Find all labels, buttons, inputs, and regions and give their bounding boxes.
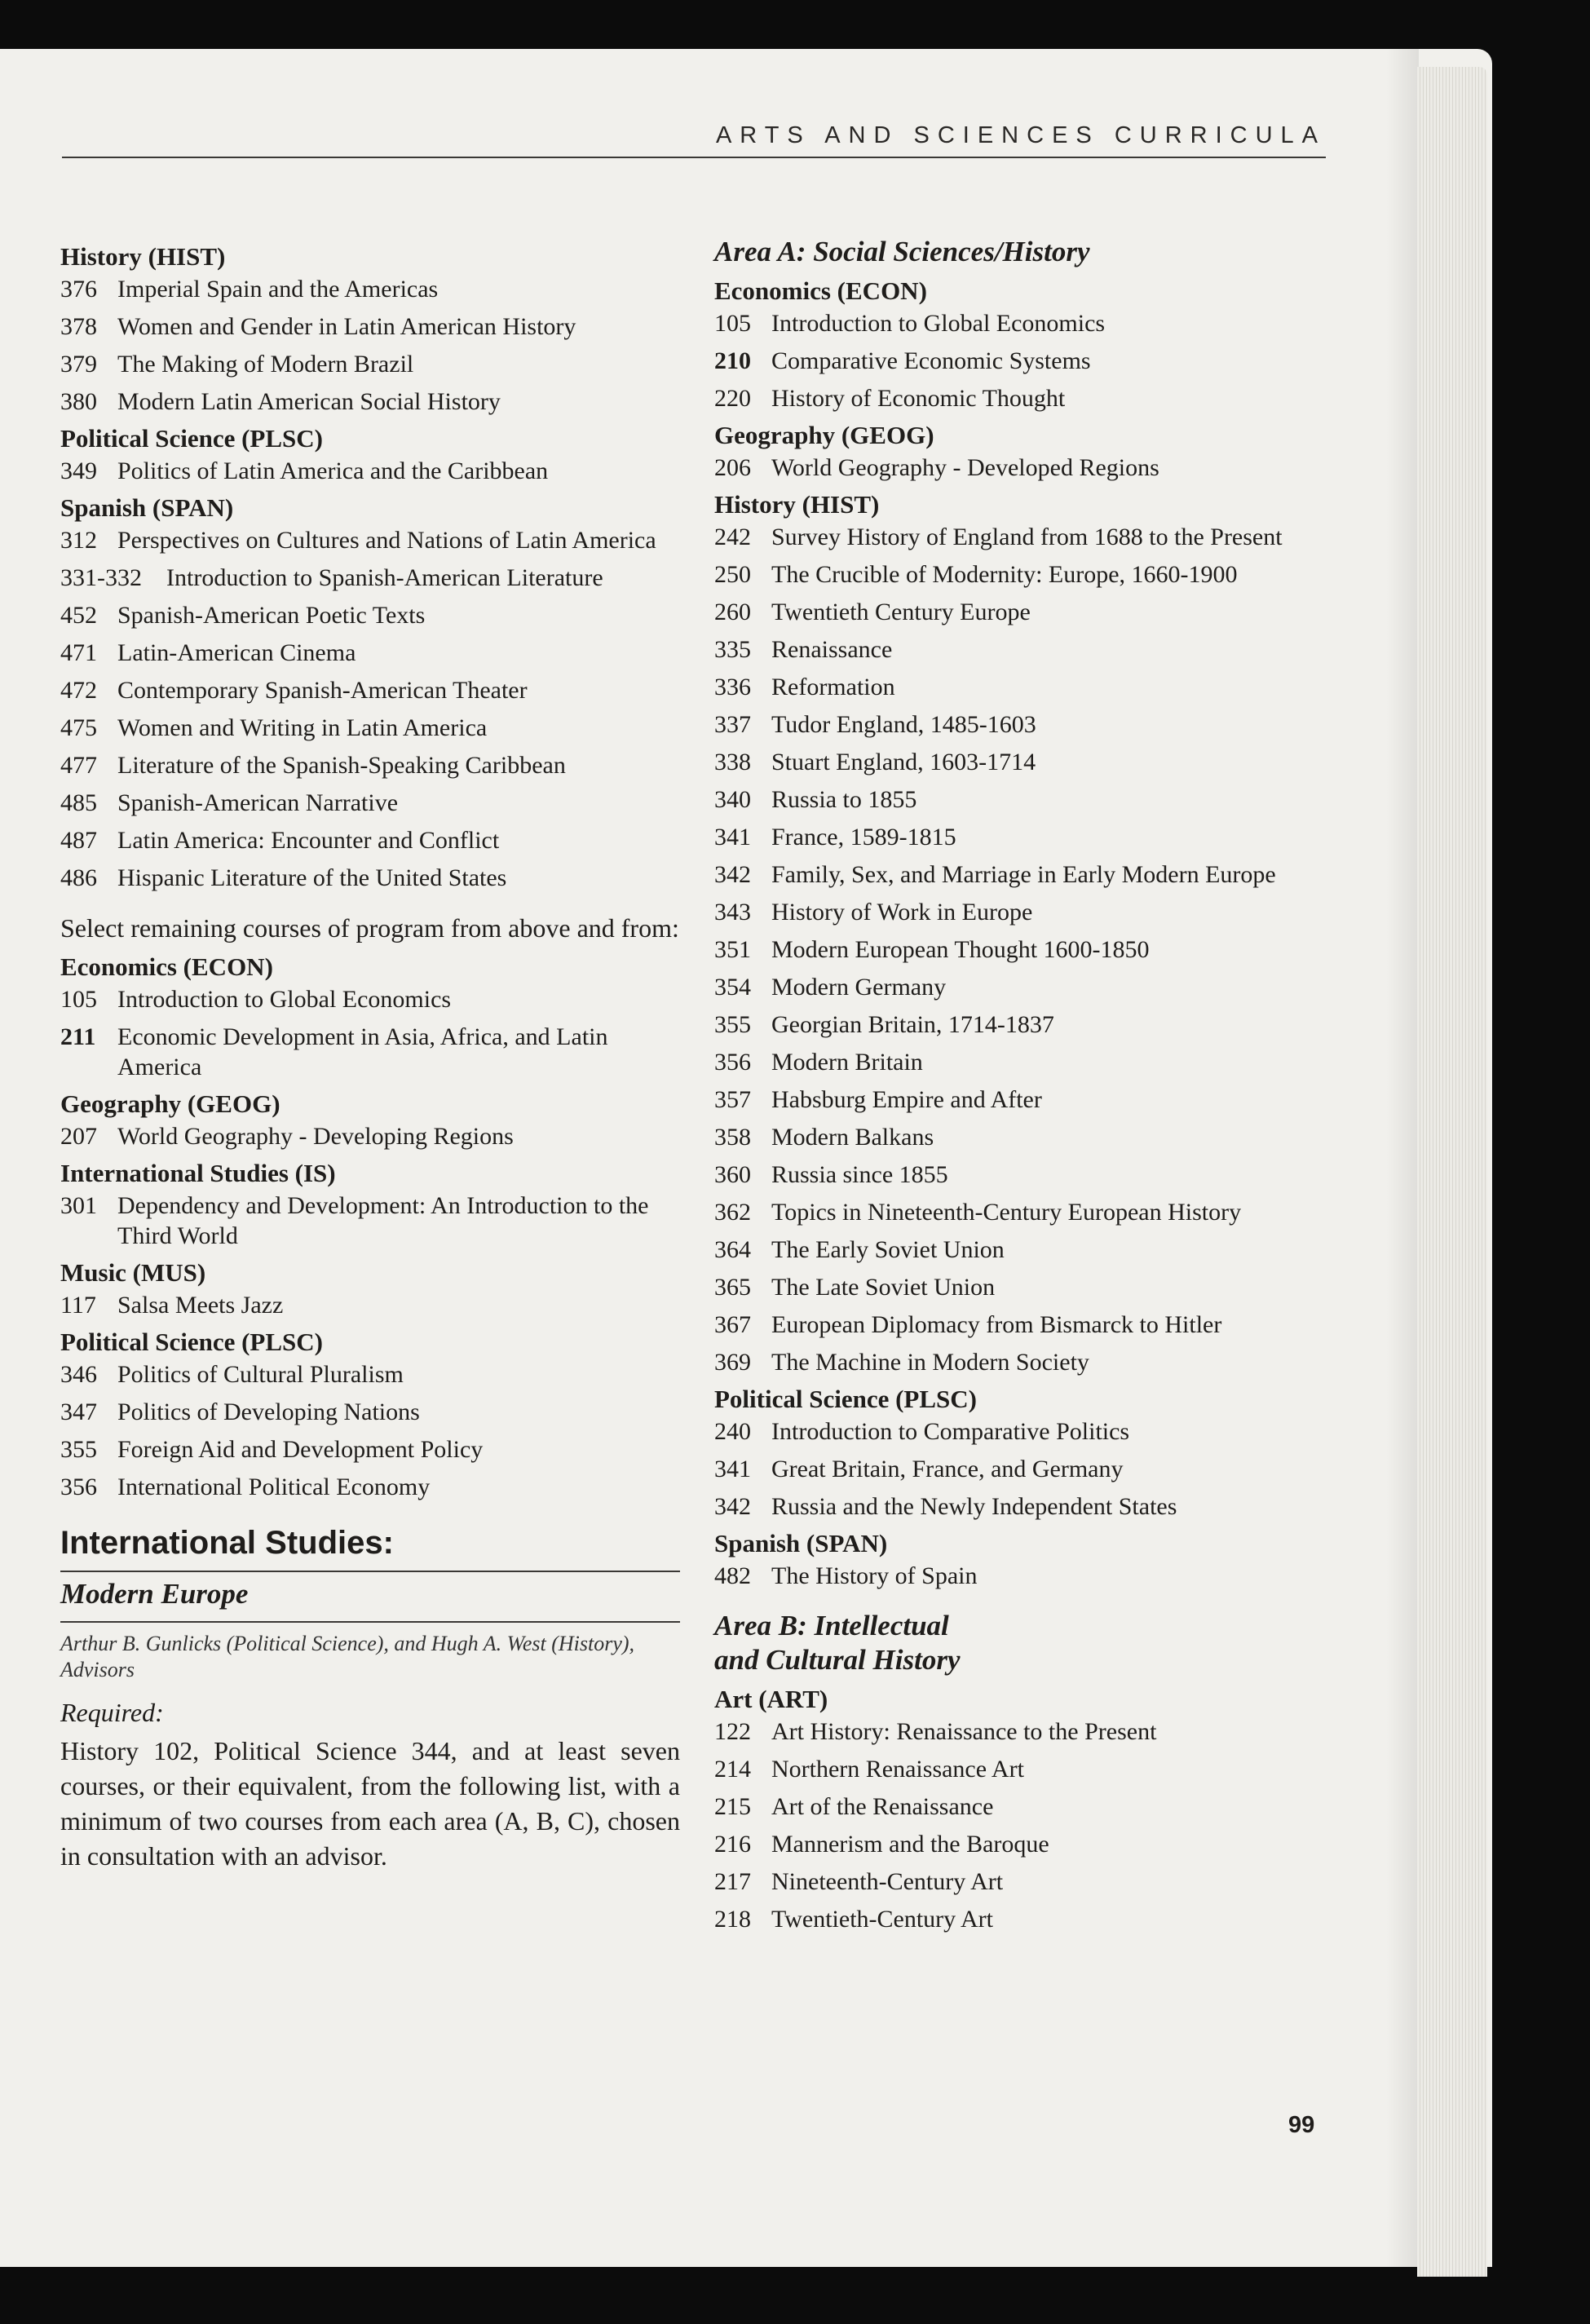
right-column: [714, 235, 1334, 1934]
course-number: 365: [714, 1274, 751, 1301]
section-title: Geography (GEOG): [60, 1089, 280, 1118]
course-number: 301: [60, 1192, 97, 1219]
course-number: 376: [60, 276, 97, 303]
course-number: 331-332: [60, 564, 142, 591]
course-number: 260: [714, 599, 751, 625]
course-name: Russia and the Newly Independent States: [771, 1493, 1177, 1520]
required-label: Required:: [60, 1698, 164, 1727]
course-row: [60, 750, 680, 780]
course-name: Spanish-American Poetic Texts: [117, 602, 426, 629]
course-row: [714, 1197, 1334, 1227]
course-row: [714, 597, 1334, 627]
course-name: Renaissance: [771, 636, 893, 663]
required-text: History 102, Political Science 344, and at least seven courses, or their equivalent, from the following list, with a minimum of two courses from each area (A, B, C), chosen in consultation with an advisor.: [60, 1736, 680, 1871]
course-number: 242: [714, 524, 751, 550]
course-name: Hispanic Literature of the United States: [117, 864, 507, 891]
course-row: [60, 456, 680, 486]
course-number: 105: [714, 310, 751, 337]
area-a-heading: Area A: Social Sciences/History: [714, 236, 1090, 267]
course-row: [60, 1121, 680, 1151]
course-name: Contemporary Spanish-American Theater: [117, 677, 528, 704]
course-row: [714, 1491, 1334, 1522]
course-number: 347: [60, 1398, 97, 1425]
course-name: Dependency and Development: An Introduction to the Third World: [117, 1192, 649, 1249]
course-number: 337: [714, 711, 751, 738]
course-row: [714, 747, 1334, 777]
program-subtitle: Modern Europe: [60, 1578, 249, 1610]
left-sections-top: [60, 241, 680, 893]
advisors-text: Arthur B. Gunlicks (Political Science), and Hugh A. West (History), Advisors: [60, 1632, 635, 1681]
course-name: Twentieth Century Europe: [771, 599, 1031, 625]
course-name: Family, Sex, and Marriage in Early Modern Europe: [771, 861, 1276, 888]
course-name: Art of the Renaissance: [771, 1793, 994, 1820]
course-row: [714, 1235, 1334, 1265]
course-number: 346: [60, 1361, 97, 1388]
course-row: [714, 634, 1334, 665]
section-title: Spanish (SPAN): [60, 493, 234, 522]
course-number: 250: [714, 561, 751, 588]
course-name: Tudor England, 1485-1603: [771, 711, 1036, 738]
course-name: Introduction to Global Economics: [771, 310, 1106, 337]
course-number: 379: [60, 351, 97, 378]
course-name: History of Economic Thought: [771, 385, 1066, 412]
course-name: Introduction to Spanish-American Literature: [166, 564, 603, 591]
course-name: Survey History of England from 1688 to the Present: [771, 524, 1283, 550]
course-row: [714, 453, 1334, 483]
course-number: 343: [714, 899, 751, 926]
program-title: International Studies:: [60, 1525, 394, 1561]
course-number: 216: [714, 1831, 751, 1858]
course-number: 341: [714, 824, 751, 851]
course-row: [60, 713, 680, 743]
course-number: 342: [714, 861, 751, 888]
course-number: 122: [714, 1718, 751, 1745]
course-row: [714, 1716, 1334, 1747]
course-name: Stuart England, 1603-1714: [771, 749, 1036, 775]
course-row: [714, 1310, 1334, 1340]
course-number: 482: [714, 1562, 751, 1589]
course-row: [60, 600, 680, 630]
course-name: History of Work in Europe: [771, 899, 1033, 926]
course-name: European Diplomacy from Bismarck to Hitler: [771, 1311, 1222, 1338]
course-row: [714, 1561, 1334, 1591]
course-number: 486: [60, 864, 97, 891]
course-number: 380: [60, 388, 97, 415]
running-head: ARTS AND SCIENCES CURRICULA: [715, 122, 1326, 148]
course-number: 364: [714, 1236, 751, 1263]
section-title: Economics (ECON): [60, 952, 273, 981]
course-number: 312: [60, 527, 97, 554]
course-name: Great Britain, France, and Germany: [771, 1456, 1124, 1482]
course-name: The Late Soviet Union: [771, 1274, 996, 1301]
course-row: [60, 825, 680, 855]
course-name: Modern Britain: [771, 1049, 923, 1076]
course-name: Salsa Meets Jazz: [117, 1292, 284, 1319]
course-name: Foreign Aid and Development Policy: [117, 1436, 484, 1463]
course-row: [60, 675, 680, 705]
course-row: [714, 972, 1334, 1002]
course-name: The Crucible of Modernity: Europe, 1660-1900: [771, 561, 1238, 588]
course-row: [714, 383, 1334, 413]
course-name: International Political Economy: [117, 1473, 431, 1500]
course-row: [60, 311, 680, 342]
course-name: World Geography - Developed Regions: [771, 454, 1159, 481]
course-number: 356: [60, 1473, 97, 1500]
course-number: 215: [714, 1793, 751, 1820]
course-row: [714, 1904, 1334, 1934]
course-row: [60, 1022, 680, 1082]
book-page-edges: [1417, 67, 1487, 2277]
course-name: Russia since 1855: [771, 1161, 948, 1188]
course-row: [60, 525, 680, 555]
course-number: 485: [60, 789, 97, 816]
course-row: [714, 859, 1334, 890]
section-title: Economics (ECON): [714, 276, 927, 305]
course-number: 362: [714, 1199, 751, 1226]
header-rule: [62, 157, 1326, 158]
course-name: Modern European Thought 1600-1850: [771, 936, 1150, 963]
course-row: [714, 1122, 1334, 1152]
course-number: 336: [714, 674, 751, 700]
course-name: Women and Writing in Latin America: [117, 714, 488, 741]
course-number: 472: [60, 677, 97, 704]
course-name: Art History: Renaissance to the Present: [771, 1718, 1157, 1745]
course-name: Mannerism and the Baroque: [771, 1831, 1049, 1858]
course-number: 210: [714, 347, 751, 374]
course-row: [714, 672, 1334, 702]
course-name: Northern Renaissance Art: [771, 1756, 1024, 1783]
course-name: Georgian Britain, 1714-1837: [771, 1011, 1054, 1038]
course-row: [714, 897, 1334, 927]
course-number: 340: [714, 786, 751, 813]
course-number: 351: [714, 936, 751, 963]
course-name: Economic Development in Asia, Africa, and Latin America: [117, 1023, 608, 1080]
course-number: 338: [714, 749, 751, 775]
course-name: Women and Gender in Latin American History: [117, 313, 576, 340]
course-row: [714, 1454, 1334, 1484]
area-b-heading: [714, 1609, 1334, 1677]
area-b-heading-line1: Area B: Intellectual: [714, 1610, 949, 1641]
course-row: [714, 559, 1334, 590]
course-number: 105: [60, 986, 97, 1013]
course-number: 358: [714, 1124, 751, 1151]
course-name: The Making of Modern Brazil: [117, 351, 414, 378]
course-row: [714, 709, 1334, 740]
course-name: Introduction to Global Economics: [117, 986, 452, 1013]
course-number: 487: [60, 827, 97, 854]
course-name: Modern Latin American Social History: [117, 388, 501, 415]
course-number: 217: [714, 1868, 751, 1895]
course-name: Politics of Developing Nations: [117, 1398, 420, 1425]
course-row: [714, 1160, 1334, 1190]
course-name: Literature of the Spanish-Speaking Caribbean: [117, 752, 566, 779]
course-row: [60, 984, 680, 1014]
course-name: Politics of Latin America and the Caribbean: [117, 457, 549, 484]
course-name: France, 1589-1815: [771, 824, 956, 851]
course-number: 452: [60, 602, 97, 629]
course-number: 218: [714, 1906, 751, 1933]
course-row: [60, 563, 680, 593]
area-b-heading-line2: and Cultural History: [714, 1644, 961, 1676]
course-name: Russia to 1855: [771, 786, 917, 813]
area-a-sections: [714, 276, 1334, 1591]
course-name: Politics of Cultural Pluralism: [117, 1361, 404, 1388]
course-row: [714, 1085, 1334, 1115]
course-row: [714, 1010, 1334, 1040]
course-number: 342: [714, 1493, 751, 1520]
course-name: World Geography - Developing Regions: [117, 1123, 514, 1150]
section-title: Art (ART): [714, 1685, 828, 1713]
course-number: 369: [714, 1349, 751, 1376]
course-name: Modern Balkans: [771, 1124, 934, 1151]
course-row: [714, 1416, 1334, 1447]
course-row: [60, 638, 680, 668]
section-title: Geography (GEOG): [714, 421, 934, 449]
section-title: Political Science (PLSC): [60, 424, 323, 453]
course-number: 477: [60, 752, 97, 779]
course-name: Introduction to Comparative Politics: [771, 1418, 1130, 1445]
area-b-sections: [714, 1684, 1334, 1934]
course-number: 356: [714, 1049, 751, 1076]
course-row: [60, 1359, 680, 1390]
course-name: Topics in Nineteenth-Century European History: [771, 1199, 1242, 1226]
course-number: 357: [714, 1086, 751, 1113]
select-remaining-text: Select remaining courses of program from above and from:: [60, 913, 679, 943]
course-row: [714, 784, 1334, 815]
course-name: The Early Soviet Union: [771, 1236, 1005, 1263]
course-row: [60, 387, 680, 417]
course-row: [714, 346, 1334, 376]
course-number: 206: [714, 454, 751, 481]
course-name: Modern Germany: [771, 974, 947, 1001]
course-name: Latin-American Cinema: [117, 639, 356, 666]
course-row: [60, 1191, 680, 1251]
page-gutter-shadow: [1386, 49, 1419, 2267]
course-row: [714, 934, 1334, 965]
left-column: [60, 235, 680, 1874]
course-row: [714, 1347, 1334, 1377]
left-sections-bottom: [60, 952, 680, 1502]
course-name: The Machine in Modern Society: [771, 1349, 1089, 1376]
course-row: [60, 1472, 680, 1502]
course-number: 211: [60, 1023, 96, 1050]
course-row: [714, 822, 1334, 852]
course-name: Reformation: [771, 674, 895, 700]
course-number: 117: [60, 1292, 96, 1319]
course-name: Habsburg Empire and After: [771, 1086, 1042, 1113]
course-name: Nineteenth-Century Art: [771, 1868, 1004, 1895]
course-number: 471: [60, 639, 97, 666]
course-number: 367: [714, 1311, 751, 1338]
course-name: Twentieth-Century Art: [771, 1906, 994, 1933]
section-title: Music (MUS): [60, 1258, 206, 1287]
course-number: 360: [714, 1161, 751, 1188]
course-number: 341: [714, 1456, 751, 1482]
course-name: Latin America: Encounter and Conflict: [117, 827, 500, 854]
section-title: History (HIST): [60, 242, 226, 271]
course-row: [714, 1829, 1334, 1859]
course-name: Spanish-American Narrative: [117, 789, 399, 816]
course-row: [714, 308, 1334, 338]
course-number: 240: [714, 1418, 751, 1445]
course-row: [60, 1434, 680, 1465]
course-number: 349: [60, 457, 97, 484]
course-row: [714, 1792, 1334, 1822]
course-row: [714, 1754, 1334, 1784]
section-title: International Studies (IS): [60, 1159, 336, 1187]
course-number: 475: [60, 714, 97, 741]
program-subtitle-rule: [60, 1621, 680, 1623]
course-row: [60, 349, 680, 379]
course-name: The History of Spain: [771, 1562, 978, 1589]
course-row: [60, 863, 680, 893]
page-number: 99: [1288, 2112, 1315, 2138]
course-number: 354: [714, 974, 751, 1001]
course-row: [714, 1867, 1334, 1897]
section-title: Political Science (PLSC): [714, 1385, 977, 1413]
course-row: [60, 274, 680, 304]
course-name: Comparative Economic Systems: [771, 347, 1091, 374]
course-row: [714, 1272, 1334, 1302]
section-title: History (HIST): [714, 490, 880, 519]
course-number: 355: [714, 1011, 751, 1038]
section-title: Political Science (PLSC): [60, 1328, 323, 1356]
course-row: [714, 1047, 1334, 1077]
course-number: 220: [714, 385, 751, 412]
course-row: [714, 522, 1334, 552]
course-number: 207: [60, 1123, 97, 1150]
program-title-rule: [60, 1571, 680, 1572]
course-name: Imperial Spain and the Americas: [117, 276, 439, 303]
course-number: 378: [60, 313, 97, 340]
course-row: [60, 788, 680, 818]
section-title: Spanish (SPAN): [714, 1529, 888, 1557]
course-name: Perspectives on Cultures and Nations of Latin America: [117, 527, 656, 554]
course-row: [60, 1290, 680, 1320]
course-row: [60, 1397, 680, 1427]
course-number: 335: [714, 636, 751, 663]
course-number: 355: [60, 1436, 97, 1463]
course-number: 214: [714, 1756, 751, 1783]
